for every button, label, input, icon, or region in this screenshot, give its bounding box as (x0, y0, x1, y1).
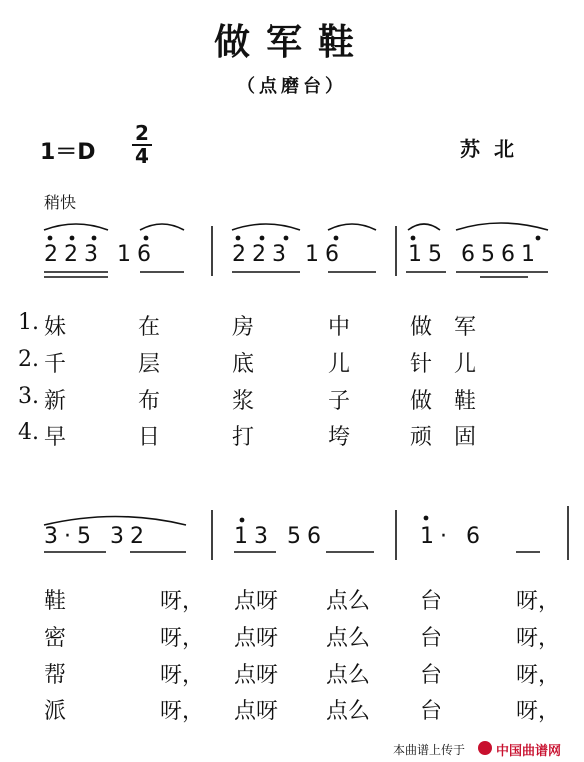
lyric: 点呀 (234, 626, 279, 651)
lyric: 布 (138, 389, 161, 414)
song-title: 做军鞋 (213, 21, 370, 63)
lyric: 做 (410, 315, 433, 340)
octave-dot (70, 236, 75, 241)
lyric: 顽 (410, 425, 433, 450)
lyric: 台 (420, 589, 443, 614)
lyric: 呀， (160, 663, 205, 688)
lyric: 呀， (516, 589, 561, 614)
lyric: 呀， (160, 589, 205, 614)
lyric: 呀， (516, 663, 561, 688)
lyric: 中 (328, 315, 351, 340)
time-signature-denominator: 4 (135, 144, 149, 168)
verse-number: 2. (18, 347, 39, 372)
lyric: 儿 (328, 352, 351, 377)
measure-6: 1· 6 (420, 524, 486, 549)
lyric: 固 (454, 425, 477, 450)
lyric: 派 (44, 699, 67, 724)
measure-2: 223 16 (232, 242, 345, 267)
slur (408, 224, 440, 230)
octave-dot (411, 236, 416, 241)
lyric: 子 (328, 389, 351, 414)
lyric: 密 (44, 626, 67, 651)
tempo-marking: 稍快 (44, 193, 77, 212)
octave-dot (144, 236, 149, 241)
lyric: 呀， (516, 626, 561, 651)
octave-dot (334, 236, 339, 241)
upload-label: 本曲谱上传于 (393, 743, 466, 757)
lyric: 房 (232, 315, 255, 340)
octave-dot (284, 236, 289, 241)
octave-dot (240, 518, 245, 523)
measure-3: 15 6561 (408, 242, 541, 267)
lyric: 鞋 (44, 589, 67, 614)
lyric: 点呀 (234, 699, 279, 724)
lyric: 呀， (160, 699, 205, 724)
lyric: 点么 (326, 589, 371, 614)
lyric: 新 (44, 389, 67, 414)
lyric: 台 (420, 699, 443, 724)
time-signature-numerator: 2 (135, 121, 149, 145)
lyric: 层 (138, 352, 161, 377)
lyric: 做 (410, 389, 433, 414)
lyric: 打 (232, 425, 255, 450)
lyric: 帮 (44, 663, 67, 688)
lyric: 点呀 (234, 663, 279, 688)
lyric: 呀， (516, 699, 561, 724)
slur (328, 224, 376, 230)
octave-dot (536, 236, 541, 241)
song-subtitle: （点磨台） (237, 76, 347, 97)
octave-dot (260, 236, 265, 241)
lyric: 底 (232, 352, 255, 377)
lyric: 台 (420, 626, 443, 651)
lyric: 在 (138, 315, 161, 340)
lyric: 浆 (232, 389, 255, 414)
lyric: 垮 (328, 425, 351, 450)
site-logo-icon (478, 741, 492, 755)
slur (232, 224, 300, 230)
lyric: 鞋 (454, 389, 477, 414)
slur (456, 223, 548, 230)
lyric: 点么 (326, 626, 371, 651)
slur (44, 224, 108, 230)
lyric: 千 (44, 352, 67, 377)
lyric: 台 (420, 663, 443, 688)
lyric: 点呀 (234, 589, 279, 614)
lyric: 儿 (454, 352, 477, 377)
verse-number: 1. (18, 310, 39, 335)
lyric: 早 (44, 425, 67, 450)
lyric: 妹 (44, 315, 67, 340)
lyric: 点么 (326, 663, 371, 688)
site-name[interactable]: 中国曲谱网 (496, 744, 562, 759)
octave-dot (236, 236, 241, 241)
lyric: 军 (454, 315, 477, 340)
measure-4: 3·5 32 (44, 524, 150, 549)
octave-dot (92, 236, 97, 241)
region-label: 苏北 (460, 137, 528, 161)
lyric: 呀， (160, 626, 205, 651)
lyric: 针 (410, 352, 433, 377)
lyric: 日 (138, 425, 161, 450)
verse-number: 3. (18, 384, 39, 409)
octave-dot (424, 516, 429, 521)
key-signature: 1＝D (40, 140, 96, 165)
lyric: 点么 (326, 699, 371, 724)
verse-number: 4. (18, 420, 39, 445)
octave-dot (48, 236, 53, 241)
measure-5: 13 56 (234, 524, 327, 549)
measure-1: 223 16 (44, 242, 157, 267)
slur (140, 224, 184, 230)
